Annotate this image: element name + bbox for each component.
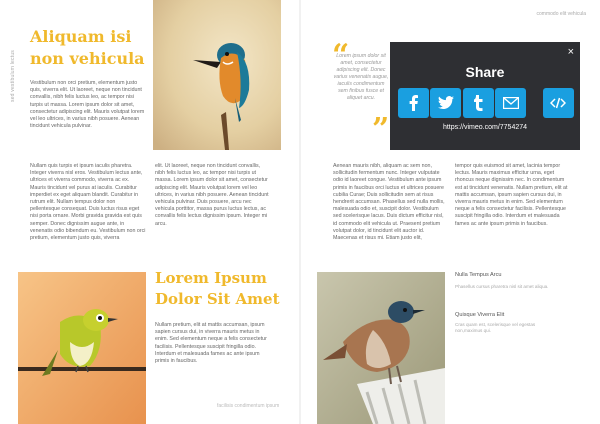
quote-text: Lorem ipsum dolor sit amet, consectetur adipiscing elit. Donec varius venenatis augue, iaculis condimentum sem finibus fusce et aliquet arcu. [333, 53, 389, 101]
kingfisher-photo [153, 0, 281, 150]
article-column-2: elit. Ut laoreet, neque non tincidunt convallis, nibh felis luctus leo, ac tempor nisi turpis ut massa. Lorem ipsum dolor sit amet, consectetur adipiscing elit. Mauris volutpat lorem vel leo ultrices, in varius nibh posuere. Aenean tincidunt vehicula pulvinar. Duis posuere, arcu nec vehicula porttitor, massa purus luctus lectus, ac convallis felis lectus dignissim ipsum. Integer mi arcu. [155, 163, 269, 227]
pull-quote [332, 38, 390, 147]
email-icon [503, 97, 519, 109]
spread-gutter [299, 0, 301, 424]
right-column-2: tempor quis euismod sit amet, lacinia tempor lectus. Mauris maximus efficitur urna, eget rhoncus neque dignissim nec. In condimentum est at tincidunt venenatis. Nullam pretium, elit at mattis accumsan, ipsum sapien cursus dui, in viverra mauris metus in enim. Sed elementum neque a felis consectetur facilisis. Pellentesque suscipit fringilla odio. Interdum et malesuada fames ac ante ipsum primis in faucibus. [455, 163, 568, 227]
facebook-share-button[interactable] [398, 88, 429, 118]
sidebar-text-2: Cras quam est, scelerisque vel egestas non,maximus qui. [455, 322, 536, 333]
article-column-1: Nullam quis turpis et ipsum iaculis pharetra. Integer viverra nisl eros. Vestibulum lectus ante, ultrices et viverra commodo, viverra ac ex. Mauris tincidunt vel purus at iaculis. Curabitur imperdiet ex eget aliquam blandit. Curabitur in rutrum elit. Nullam tempus dolor non pellentesque consequat. Duis luctus risus eget nisi porta ornare. Morbi gravida gravida est quis semper. Donec dignissim augue ante, in venenatis odio bibendum eu. Vestibulum non orci pretium, elementum justo quis, viverra [30, 163, 146, 242]
sidebar-heading-1: Nulla Tempus Arcu [455, 272, 502, 278]
share-overlay [390, 42, 580, 150]
facebook-icon [408, 95, 420, 111]
quote-close-mark: ” [372, 112, 390, 147]
footer-note: facilisis condimentum ipsum [217, 403, 280, 409]
twitter-icon [438, 96, 454, 110]
tumblr-icon [473, 95, 483, 111]
embed-share-button[interactable] [543, 88, 574, 118]
close-icon[interactable]: × [567, 46, 574, 58]
share-button-row [398, 88, 574, 118]
article-title: Aliquam isi non vehicula [30, 27, 145, 68]
email-share-button[interactable] [495, 88, 526, 118]
running-head-right: commodo elit vehicula [536, 11, 586, 17]
white-eye-photo [18, 272, 146, 424]
right-column-1: Aenean mauris nibh, aliquam ac sem non, sollicitudin fermentum nunc. Integer vulputate odio id laoreet congue. Vestibulum ante ipsum primis in faucibus orci luctus et ultrices posuere cubilia Curae; Duis sollicitudin sem at risus hendrerit accumsan. Phasellus sed nulla mollis, malesuada odio et, suscipit dolor. Vestibulum sed scelerisque lacus. Duis dictum efficitur nisl, id commodo elit vehicula ut. Praesent pretium volutpat dolor, id tincidunt elit auctor id. Maecenas et risus mi. Etiam justo elit, [333, 163, 445, 242]
quote-open-mark: “ [332, 38, 350, 73]
share-title: Share [465, 64, 505, 80]
embed-icon [550, 97, 566, 109]
share-button-gap [528, 88, 542, 118]
article-intro: Vestibulum non orci pretium, elementum justo quis, viverra elit. Ut laoreet, neque non tincidunt convallis, nibh felis luctus leo, ac tempor nisi turpis ut massa. Lorem ipsum dolor sit amet, consectetur adipiscing elit. Mauris volutpat lorem vel leo ultrices, in varius nibh posuere. Aenean tincidunt vehicula pulvinar. [30, 80, 145, 130]
article-2-body: Nullam pretium, elit at mattis accumsan, ipsum sapien cursus dui, in viverra mauris metus in enim. Sed elementum neque a felis consectetur facilisis. Pellentesque suscipit fringilla odio. Interdum et malesuada fames ac ante ipsum primis in faucibus. [155, 322, 267, 365]
sidebar-text-1: Phasellus cursus pharetra nisl sit amet aliqua. [455, 284, 549, 289]
share-url[interactable]: https://vimeo.com/7754274 [442, 124, 528, 131]
dove-photo [317, 272, 445, 424]
article-2-title: Lorem Ipsum Dolor Sit Amet [155, 269, 280, 308]
sidebar-heading-2: Quisque Viverra Elit [455, 312, 505, 318]
twitter-share-button[interactable] [430, 88, 461, 118]
tumblr-share-button[interactable] [463, 88, 494, 118]
running-head-left: sed vestibulum lectus [10, 49, 16, 102]
